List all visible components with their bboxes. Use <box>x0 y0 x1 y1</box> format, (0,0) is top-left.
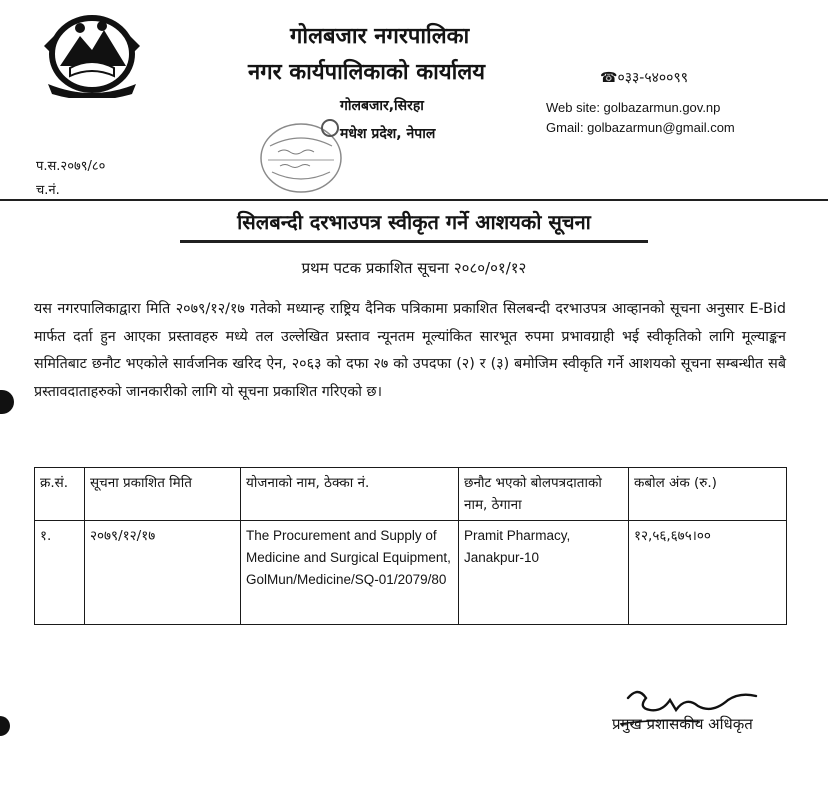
cell-date: २०७९/१२/१७ <box>85 521 241 625</box>
col-header-bidder: छनौट भएको बोलपत्रदाताको नाम, ठेगाना <box>459 468 629 521</box>
table-header-row <box>35 468 787 521</box>
office-stamp-icon <box>256 116 346 196</box>
reference-number: प.स.२०७९/८० <box>36 159 106 174</box>
email: Gmail: golbazarmun@gmail.com <box>546 120 735 135</box>
cell-bidder: Pramit Pharmacy, Janakpur-10 <box>459 521 629 625</box>
cell-sn: १. <box>35 521 85 625</box>
notice-body: यस नगरपालिकाद्वारा मिति २०७९/१२/१७ गतेको मध्यान्ह राष्ट्रिय दैनिक पत्रिकामा प्रकाशित सिलबन्दी दरभाउपत्र आव्हानको सूचना अनुसार E-Bid मार्फत दर्ता हुन आएका प्रस्तावहरु मध्ये तल उल्लेखित प्रस्ताव न्यूनतम मूल्यांकित सारभूत रुपमा प्रभावग्राही भई स्वीकृतिको लागि मूल्याङ्कन समितिबाट छनौट भएकोले सार्वजनिक खरिद ऐन, २०६३ को दफा २७ को उपदफा (२) र (३) बमोजिम स्वीकृति गर्ने आशयको सूचना सम्बन्धीत सबै प्रस्तावदाताहरुको जानकारीको लागि यो सूचना प्रकाशित गरिएको छ। <box>34 301 786 400</box>
col-header-sn: क्र.सं. <box>35 468 85 521</box>
address-line1: गोलबजार,सिरहा <box>340 98 424 114</box>
title-underline <box>180 240 648 243</box>
col-header-amount: कबोल अंक (रु.) <box>629 468 787 521</box>
signatory-title: प्रमुख प्रशासकीय अधिकृत <box>612 715 753 733</box>
address-line2: मधेश प्रदेश, नेपाल <box>340 126 436 142</box>
col-header-date: सूचना प्रकाशित मिति <box>85 468 241 521</box>
cell-amount: १२,५६,६७५।०० <box>629 521 787 625</box>
publication-date: प्रथम पटक प्रकाशित सूचना २०८०/०१/१२ <box>301 259 527 277</box>
org-name-line1: गोलबजार नगरपालिका <box>290 24 470 49</box>
website: Web site: golbazarmun.gov.np <box>546 100 721 115</box>
dispatch-number: च.नं. <box>36 183 60 198</box>
table-row <box>35 521 787 625</box>
phone-number: ☎०३३-५४००९९ <box>600 70 689 86</box>
org-name-line2: नगर कार्यपालिकाको कार्यालय <box>248 60 485 85</box>
notice-title: सिलबन्दी दरभाउपत्र स्वीकृत गर्ने आशयको सूचना <box>237 210 591 234</box>
award-table <box>34 467 787 625</box>
col-header-project: योजनाको नाम, ठेक्का नं. <box>241 468 459 521</box>
binder-hole-mark <box>0 390 14 414</box>
nepal-emblem-icon <box>40 6 144 98</box>
binder-hole-mark <box>0 716 10 736</box>
cell-project: The Procurement and Supply of Medicine and Surgical Equipment, GolMun/Medicine/SQ-01/2079/80 <box>241 521 459 625</box>
header-divider <box>0 199 828 201</box>
